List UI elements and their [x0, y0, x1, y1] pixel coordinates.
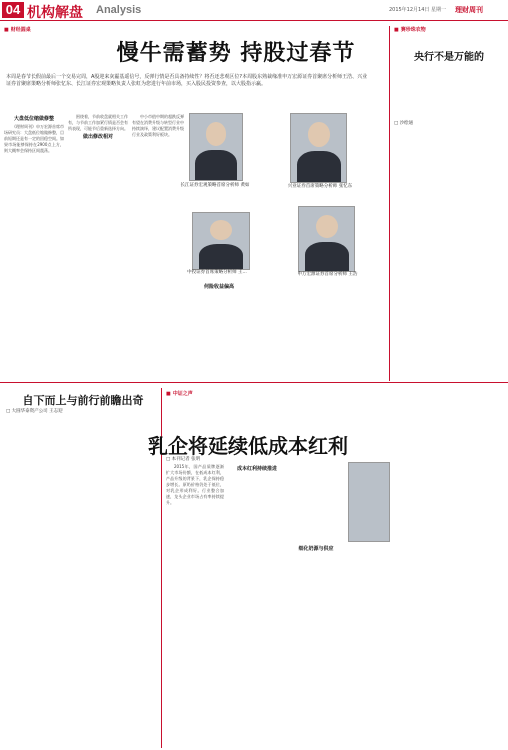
- subheading: 大盘低位缩做修整: [13, 116, 54, 122]
- side-column-title: 央行不是万能的: [414, 52, 484, 63]
- photo-caption: 长江证券宏观策略首席分析师 黄如: [180, 183, 250, 188]
- subheading: 做出修改相对: [82, 134, 113, 140]
- subheading: 成本红利持续推进: [236, 466, 277, 472]
- column-tag: ■ 中证之声: [166, 390, 193, 397]
- main-headline: 慢牛需蓄势 持股过春节: [116, 41, 356, 66]
- paragraph: 中小市值中期的超跌反弹有望在消费升级与转型行业中持续演绎，建议配置消费升级行业及政策利好板块。: [132, 114, 184, 137]
- section-tag: ■ 财经圆桌: [4, 26, 31, 33]
- column-tag: ■ 赛珍珠农物: [394, 26, 426, 33]
- secondary-headline: 自下而上与前行前瞻出奇: [22, 394, 144, 407]
- paragraph: 《理财周刊》申万宏源首席市场研究员：大盘低位缩做修整，目前短期还是有一定的回稳空间。如果市场能够保持在2900点上方，则大概率会保持区间震荡。: [4, 124, 64, 153]
- side-byline: □ 沙绘通: [394, 121, 414, 126]
- photo-caption: 中投证券首席策略分析师 王...: [187, 270, 247, 275]
- subheading: 何险收益偏高: [203, 284, 234, 290]
- section-title-en: Analysis: [96, 4, 142, 16]
- lead-paragraph: 本周是春节长假前最后一个交易完周，A股迎来灰霾基遥信号，反弹行情是否具备持续性？将否还悲观区位?本周股东熟裁缘准申万宏源证券首聚席分析师王浩、兴业证券首聚席策略分析师张忆东、长江证券宏观策略负责人张虹为您进行年前市场，买入股民投资参查，以大股指示赢。: [6, 74, 368, 87]
- subheading: 细化奶源与供应: [298, 546, 334, 552]
- bottom-byline: □ 本刊记者 张明: [166, 457, 201, 462]
- paragraph: 2015年，国产品质牌逐渐扩大市场份额，在低成本红利，产品升级的背景下，乳企保持稳步增长。原奶价格仍处于低位，对乳企形成利好。行业整合加速，龙头企业市场占有率持续提升。: [166, 464, 224, 505]
- secondary-byline: □ 大圆华泰资产公司 王志迎: [6, 409, 63, 414]
- paragraph: 围绕着，节前收盘就相关工作有，与节前工作加紧行情是否会有所表现，可能节后重新选择方向。: [68, 114, 128, 131]
- photo-caption: 申万宏源证券首席分析师 王浩: [297, 272, 358, 277]
- section-title: 机构解盘: [27, 5, 83, 21]
- issue-date: 2015年12月14日 星期一: [388, 7, 446, 13]
- photo-caption: 兴业证券首席策略分析师 张忆东: [287, 184, 353, 189]
- publication-logo: 理财周刊: [455, 6, 483, 14]
- page-number: 04: [2, 2, 24, 18]
- bottom-headline: 乳企将延续低成本红利: [148, 434, 348, 458]
